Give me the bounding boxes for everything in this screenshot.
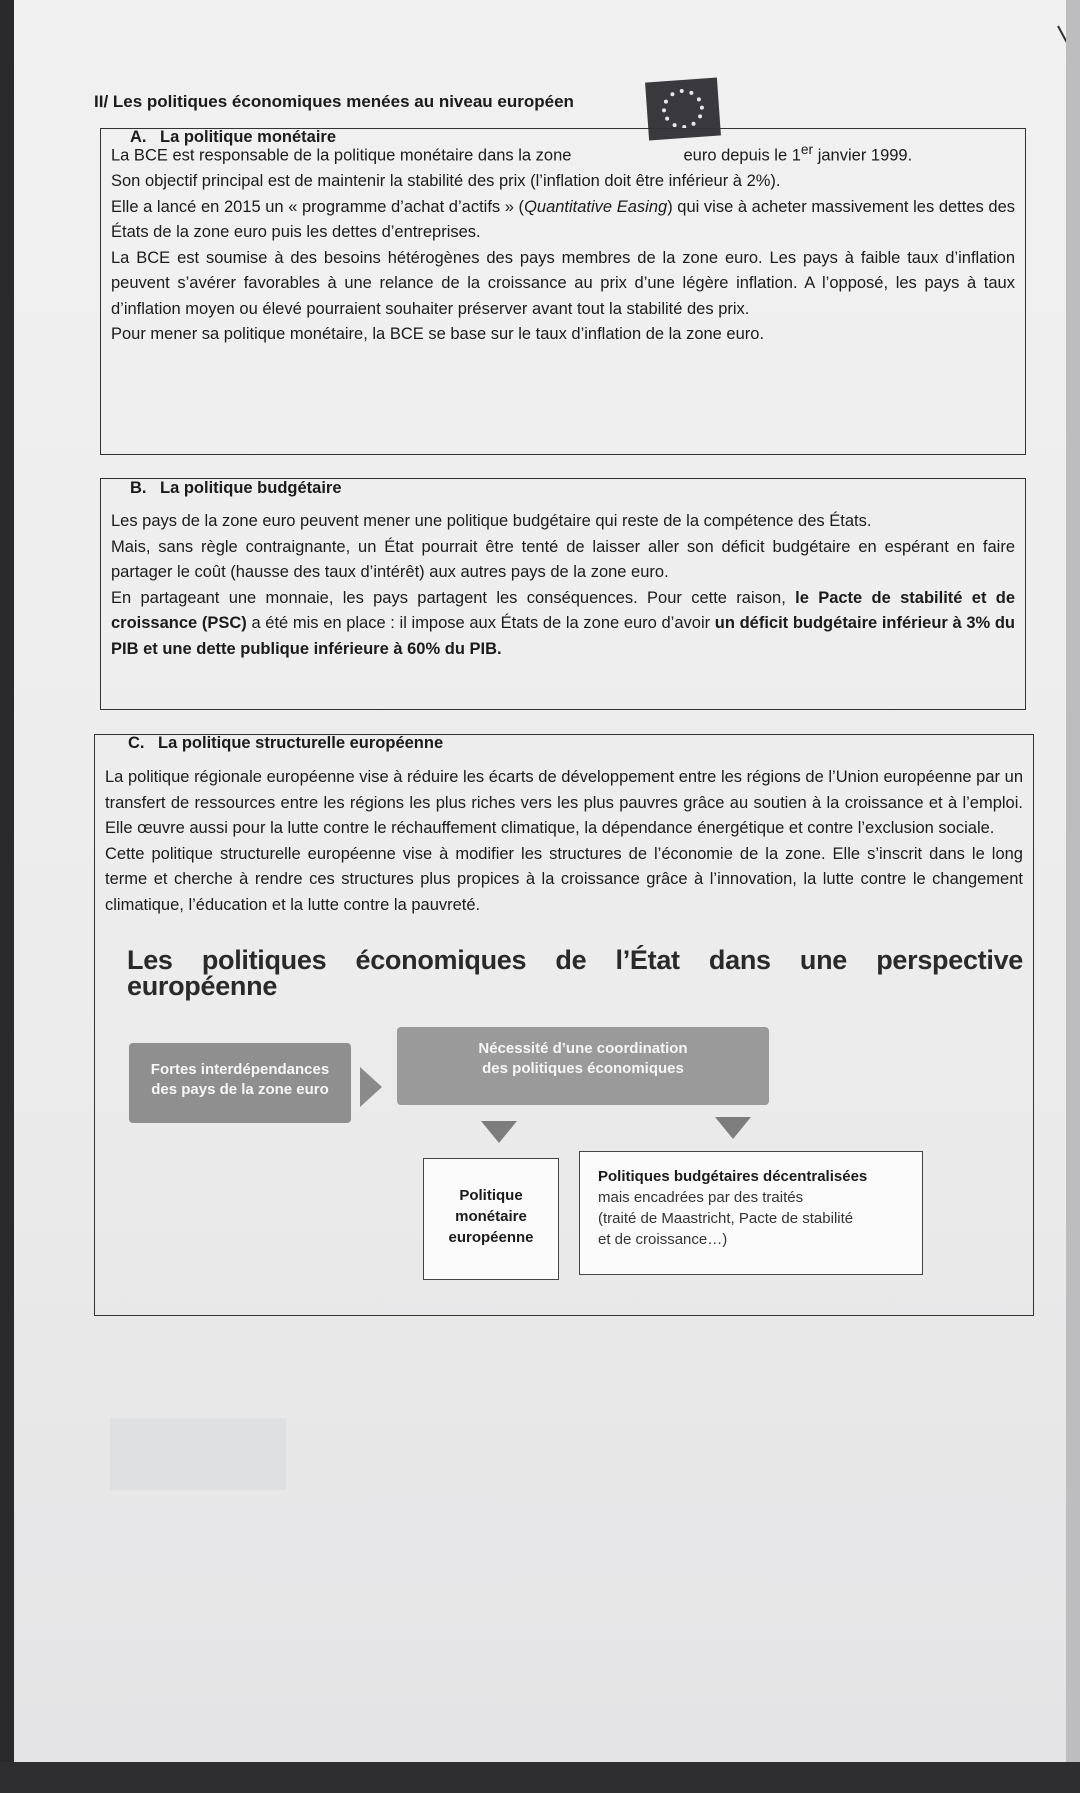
a-line5: Pour mener sa politique monétaire, la BCE se base sur le taux d’inflation de la zone euro.	[111, 325, 765, 343]
budget-node-title: Politiques budgétaires décentralisées	[598, 1168, 868, 1185]
photo-background-edge	[0, 0, 14, 1793]
structural-policy-box	[94, 734, 1034, 1316]
monetary-policy-node	[423, 1158, 559, 1280]
subheading-b-letter: B.	[130, 479, 147, 497]
b-p3-bold1: le Pacte de stabilité et de croissance (PSC)	[111, 588, 1015, 632]
eu-stars-icon	[657, 84, 708, 133]
a-line1-sup: er	[800, 142, 814, 157]
c-p2: Cette politique structurelle européenne vise à modifier les structures de l’économie de la zone. Elle s’inscrit dans le long terme et cherche à rendre ces structures plus propices à la croissance grâce à l’innovation, la lutte contre le changement climatique, l’éducation et la lutte contre la pauvreté.	[105, 844, 1023, 914]
monetary-line3: européenne	[448, 1229, 534, 1246]
coordination-line1: Nécessité d’une coordination	[478, 1040, 688, 1057]
infographic-title: Les politiques économiques de l’État dans une perspective européenne	[127, 945, 1023, 1001]
a-line4: La BCE est soumise à des besoins hétérogènes des pays membres de la zone euro. Les pays à faible taux d’inflation peuvent s’avérer favorables à une relance de la croissance au prix d’une légère inflation. A l’opposé, les pays à taux d’inflation moyen ou élevé pourraient souhaiter préserver avant tout la stabilité des prix.	[111, 248, 1015, 318]
budget-policy-box	[100, 478, 1026, 710]
b-p3-pre: En partageant une monnaie, les pays partagent les conséquences. Pour cette raison,	[111, 588, 796, 607]
b-p1: Les pays de la zone euro peuvent mener une politique budgétaire qui reste de la compétence des États.	[111, 512, 872, 530]
budget-node-line1: mais encadrées par des traités	[598, 1189, 804, 1206]
a-line1-start: La BCE est responsable de la politique monétaire dans la zone	[111, 146, 572, 165]
subheading-c-letter: C.	[128, 734, 145, 752]
arrow-down-icon	[715, 1117, 751, 1139]
coordination-box	[397, 1027, 769, 1105]
coordination-line2: des politiques économiques	[482, 1060, 684, 1077]
page-shadow	[1066, 0, 1080, 1762]
a-line1-date: janvier 1999.	[813, 146, 913, 165]
monetary-line1: Politique	[459, 1187, 523, 1204]
arrow-right-icon	[360, 1067, 382, 1107]
subheading-c-title: La politique structurelle européenne	[158, 734, 444, 752]
subheading-a-title: La politique monétaire	[160, 128, 337, 146]
a-line3-pre: Elle a lancé en 2015 un « programme d’achat d’actifs » (	[111, 197, 525, 216]
a-line3-italic: Quantitative Easing	[524, 197, 668, 216]
b-p3-mid: a été mis en place : il impose aux États de la zone euro d’avoir	[246, 614, 715, 632]
document-page	[14, 0, 1066, 1762]
budget-node-line3: et de croissance…)	[598, 1231, 728, 1248]
section-heading: II/ Les politiques économiques menées au niveau européen	[94, 92, 574, 111]
b-p2: Mais, sans règle contraignante, un État pourrait être tenté de laisser aller son déficit budgétaire en espérant en faire partager le coût (hausse des taux d’intérêt) aux autres pays de la zone euro.	[111, 537, 1015, 581]
a-line3-post: ) qui vise à acheter massivement les dettes des États de la zone euro puis les dettes d’entreprises.	[111, 197, 1015, 241]
arrow-down-icon	[481, 1121, 517, 1143]
a-line1-end: euro depuis le 1	[683, 146, 801, 165]
photo-smudge	[110, 1418, 286, 1490]
monetary-line2: monétaire	[455, 1208, 527, 1225]
interdependence-box	[129, 1043, 351, 1123]
photo-background-bottom	[0, 1762, 1080, 1793]
interdependence-line1: Fortes interdépendances	[150, 1061, 330, 1078]
infographic-diagram	[105, 1021, 1023, 1281]
budget-policy-node	[579, 1151, 923, 1275]
monetary-policy-box	[100, 128, 1026, 455]
subheading-b-title: La politique budgétaire	[160, 479, 342, 497]
subheading-a-letter: A.	[130, 128, 147, 146]
interdependence-line2: des pays de la zone euro	[151, 1081, 329, 1098]
c-p1: La politique régionale européenne vise à réduire les écarts de développement entre les régions de l’Union européenne par un transfert de ressources entre les régions les plus riches vers les plus pauvres grâce au soutien à la croissance et à l’emploi. Elle œuvre aussi pour la lutte contre le réchauffement climatique, la dépendance énergétique et contre l’exclusion sociale.	[105, 768, 1023, 837]
b-p3-bold2: un déficit budgétaire inférieur à 3% du PIB et une dette publique inférieure à 60% du PIB.	[111, 614, 1015, 658]
budget-node-line2: (traité de Maastricht, Pacte de stabilité	[598, 1210, 854, 1227]
a-line2: Son objectif principal est de maintenir la stabilité des prix (l’inflation doit être inférieur à 2%).	[111, 172, 781, 190]
